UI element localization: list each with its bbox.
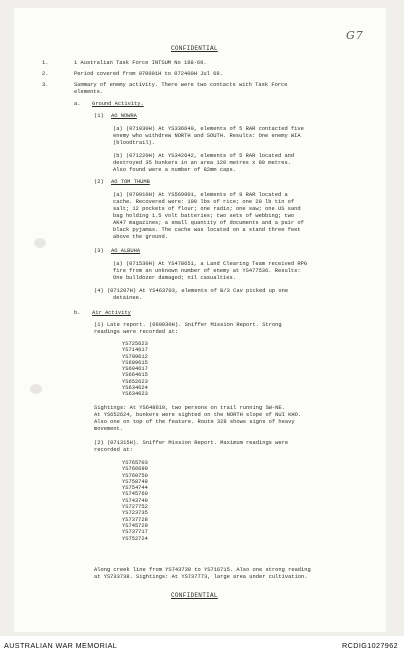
- air-activity-heading: Air Activity: [92, 310, 131, 316]
- document-page: [14, 8, 386, 632]
- ao-heading: AO NOWRA: [111, 113, 137, 119]
- report-line: (4) (071207H) At YS463703, elements of B/3 Cav picked up one: [94, 288, 289, 294]
- report-line: black pyjamas. The cache was located on a stand three feet: [113, 227, 301, 233]
- ao-heading: AO ALBUHA: [111, 248, 141, 254]
- grid-reference-list: [122, 341, 148, 398]
- punch-hole: [30, 384, 42, 394]
- report-line: One bulldozer damaged; nil casualties.: [113, 275, 236, 281]
- report-line: (a) (070910H) At YS569901, elements of 9 RAR located a: [113, 192, 288, 198]
- archive-footer: [0, 636, 404, 654]
- section-letter: a.: [74, 101, 81, 107]
- grid-reference: YS752724: [122, 535, 148, 542]
- ao-heading: AO TOM THUMB: [111, 179, 150, 185]
- grid-reference: YS727752: [122, 504, 148, 511]
- grid-reference: YS664615: [122, 372, 148, 379]
- grid-reference: YS745760: [122, 491, 148, 498]
- handwritten-page-number: G7: [346, 29, 364, 42]
- grid-reference-list: [122, 460, 148, 542]
- grid-reference: YS743749: [122, 497, 148, 504]
- report-line: destroyed 35 bunkers in an area 120 metres x 80 metres.: [113, 160, 291, 166]
- item-number: 1.: [42, 60, 49, 66]
- grid-reference: YS694617: [122, 366, 148, 373]
- report-line: detainee.: [113, 295, 143, 301]
- grid-reference: YS634624: [122, 385, 148, 392]
- item-number: 3.: [42, 82, 49, 88]
- period-covered: Period covered from 070001H to 072400H Jul 69.: [74, 71, 223, 77]
- subsection-number: (1): [94, 113, 104, 119]
- report-line: cache. Recovered were: 100 lbs of rice; one 20 lb tin of: [113, 199, 295, 205]
- report-line: bag holding 1.5 volt batteries; two sets of webbing; two: [113, 213, 295, 219]
- report-line: (b) (071220H) At YS342642, elements of 5 RAR located and: [113, 153, 295, 159]
- archive-name: AUSTRALIAN WAR MEMORIAL: [4, 641, 118, 650]
- grid-reference: YS758748: [122, 478, 148, 485]
- grid-reference: YS714617: [122, 347, 148, 354]
- report-line: (a) (071030H) At YS336640, elements of 5 RAR contacted five: [113, 126, 304, 132]
- report-line: salt; 12 pockets of flour; one radio; one saw; one US sand: [113, 206, 301, 212]
- report-line: readings were recorded at:: [94, 329, 179, 335]
- grid-reference: YS709612: [122, 353, 148, 360]
- grid-reference: YS766699: [122, 466, 148, 473]
- report-line: above the ground.: [113, 234, 168, 240]
- report-line: Also one on top of the feature. Route 328 shows signs of heavy: [94, 419, 295, 425]
- summary-line: Summary of enemy activity. There were two contacts with Task Force: [74, 82, 288, 88]
- grid-reference: YS737728: [122, 516, 148, 523]
- classification-footer: CONFIDENTIAL: [171, 592, 218, 599]
- grid-reference: YS699615: [122, 359, 148, 366]
- report-line: enemy who withdrew NORTH and SOUTH. Results: One enemy WIA: [113, 133, 301, 139]
- report-line: (a) (071530H) At YS478651, a Land Clearing Team received RPG: [113, 261, 308, 267]
- classification-header: CONFIDENTIAL: [171, 45, 218, 52]
- intsum-title: 1 Australian Task Force INTSUM No 188-69.: [74, 60, 207, 66]
- report-line: fire from an unknown number of enemy at YS477536. Results:: [113, 268, 301, 274]
- section-letter: b.: [74, 310, 81, 316]
- archive-reference: RCDIG1027962: [342, 641, 398, 650]
- report-line: (1) Late report. (060930H). Sniffer Mission Report. Strong: [94, 322, 282, 328]
- grid-reference: YS723735: [122, 510, 148, 517]
- report-line: Sightings: At YS648610, two persons on trail running SW-NE.: [94, 405, 285, 411]
- item-number: 2.: [42, 71, 49, 77]
- report-line: movement.: [94, 426, 124, 432]
- subsection-number: (3): [94, 248, 104, 254]
- grid-reference: YS737717: [122, 529, 148, 536]
- report-line: recorded at:: [94, 447, 133, 453]
- ground-activity-heading: Ground Activity.: [92, 101, 144, 107]
- report-line: At YS652624, bunkers were sighted on the NORTH slope of NUI KHO.: [94, 412, 302, 418]
- punch-hole: [34, 238, 46, 248]
- report-line: (2) (071315H). Sniffer Mission Report. Maximum readings were: [94, 440, 289, 446]
- grid-reference: YS765703: [122, 460, 148, 466]
- subsection-number: (2): [94, 179, 104, 185]
- grid-reference: YS745729: [122, 522, 148, 529]
- report-line: at YS733738. Sightings: At YS737773, large area under cultivation.: [94, 574, 308, 580]
- report-line: (bloodtrail).: [113, 140, 156, 146]
- report-line: Along creek line from YS743730 to YS716715. Also one strong reading: [94, 567, 311, 573]
- grid-reference: YS725623: [122, 341, 148, 347]
- grid-reference: YS652623: [122, 378, 148, 385]
- grid-reference: YS754744: [122, 485, 148, 492]
- report-line: Also found were a number of 82mm caps.: [113, 167, 236, 173]
- grid-reference: YS760750: [122, 472, 148, 479]
- summary-line: elements.: [74, 89, 104, 95]
- report-line: AK47 magazines; a small quantity of documents and a pair of: [113, 220, 304, 226]
- grid-reference: YS634623: [122, 391, 148, 398]
